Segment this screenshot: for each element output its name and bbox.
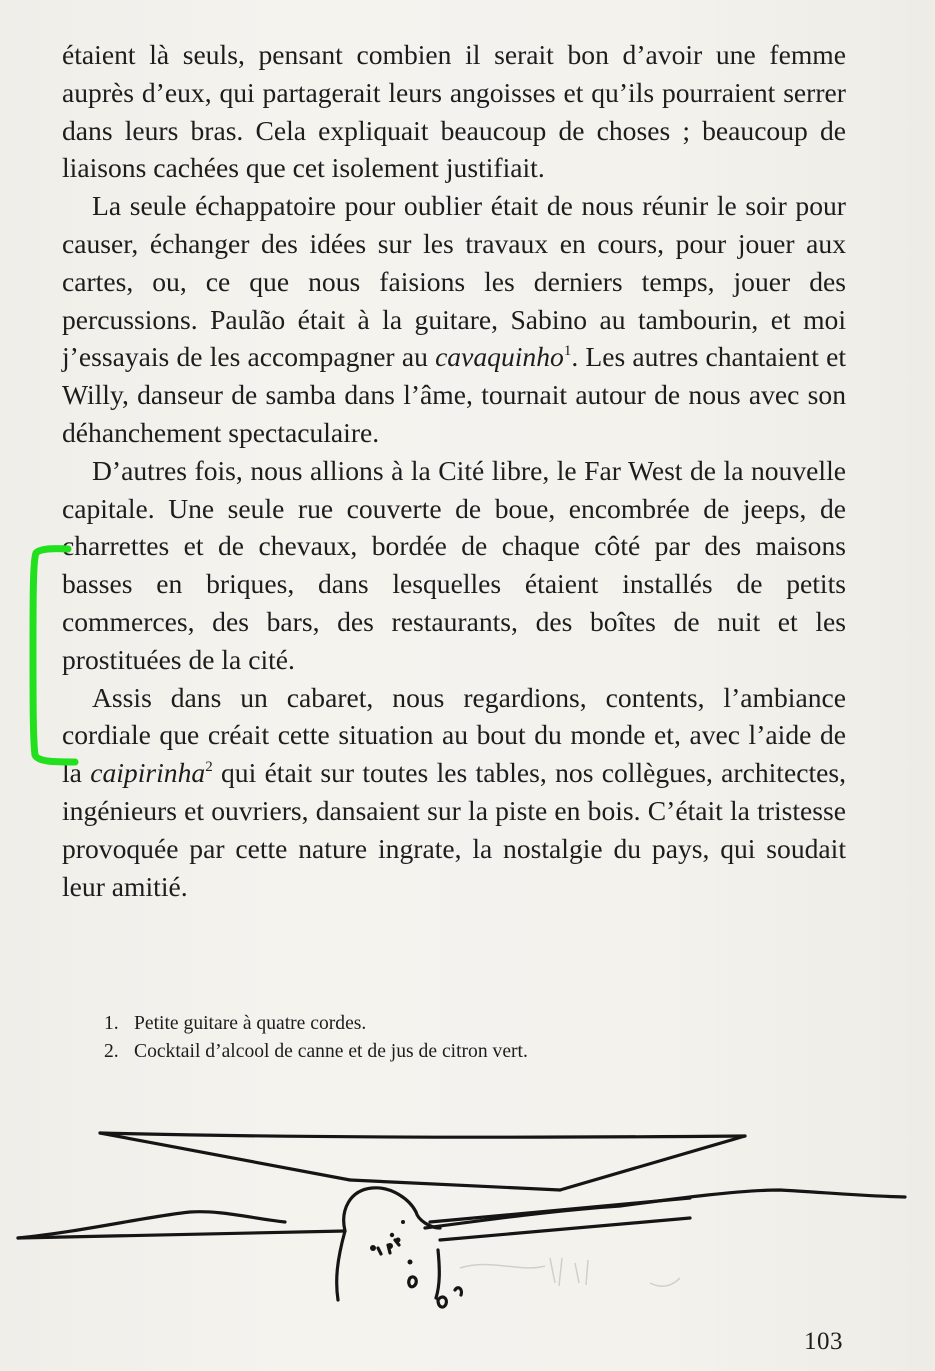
footnote-ref-1: 1 xyxy=(563,343,572,360)
footnote-2-text: Cocktail d’alcool de canne et de jus de citron vert. xyxy=(134,1041,528,1062)
page-number: 103 xyxy=(804,1328,843,1355)
ink-sketch-icon xyxy=(0,1100,935,1350)
paragraph-3-highlighted: D’autres fois, nous allions à la Cité libre, le Far West de la nouvelle capitale. Une seule rue couverte de boue, encombrée de jeeps, de charrettes et de chevaux, bordée de chaque côté par des maisons basses en briques, dans lesquelles étaient installés de petits commerces, des bars, des restaurants, des boîtes de nuit et les prostituées de la cité. xyxy=(62,454,846,675)
paragraph-2-italic: cavaquinho xyxy=(435,341,564,373)
paragraph-1: étaient là seuls, pensant combien il serait bon d’avoir une femme auprès d’eux, qui partagerait leurs angoisses et qu’ils pourraient serrer dans leurs bras. Cela expliquait beaucoup de choses ; beaucoup de liaisons cachées que cet isolement justifiait. xyxy=(62,39,846,184)
footnote-ref-2: 2 xyxy=(205,759,213,776)
footnote-1-number: 1. xyxy=(104,1013,119,1034)
paragraph-2 xyxy=(62,187,846,452)
footnote-1-text: Petite guitare à quatre cordes. xyxy=(134,1013,367,1034)
paragraph-4-italic: caipirinha xyxy=(90,757,206,789)
body-text xyxy=(62,36,846,905)
footnotes xyxy=(104,1010,824,1066)
paragraph-2-tail: . Les autres chantaient et Willy, danseur de samba dans l’âme, tournait autour de nous avec son déhanchement spectaculaire. xyxy=(62,341,846,448)
paragraph-4 xyxy=(62,679,846,906)
paragraph-2-text: La seule échappatoire pour oublier était de nous réunir le soir pour causer, échanger des idées sur les travaux en cours, pour jouer aux cartes, ou, ce que nous faisions les derniers temps, jouer des percussions. Paulão était à la guitare, Sabino au tambourin, et moi j’essayais de les accompagner au xyxy=(62,190,846,373)
footnote-2 xyxy=(104,1038,824,1066)
paragraph-4-text: Assis dans un cabaret, nous regardions, contents, l’ambiance cordiale que créait cette situation au bout du monde et, avec l’aide de la xyxy=(62,681,846,789)
paragraph-4-tail: qui était sur toutes les tables, nos collègues, architectes, ingénieurs et ouvriers, dansaient sur la piste en bois. C’était la tristesse provoquée par cette nature ingrate, la nostalgie du pays, qui soudait leur amitié. xyxy=(62,757,847,902)
footnote-2-number: 2. xyxy=(104,1041,119,1062)
footnote-1 xyxy=(104,1010,824,1038)
